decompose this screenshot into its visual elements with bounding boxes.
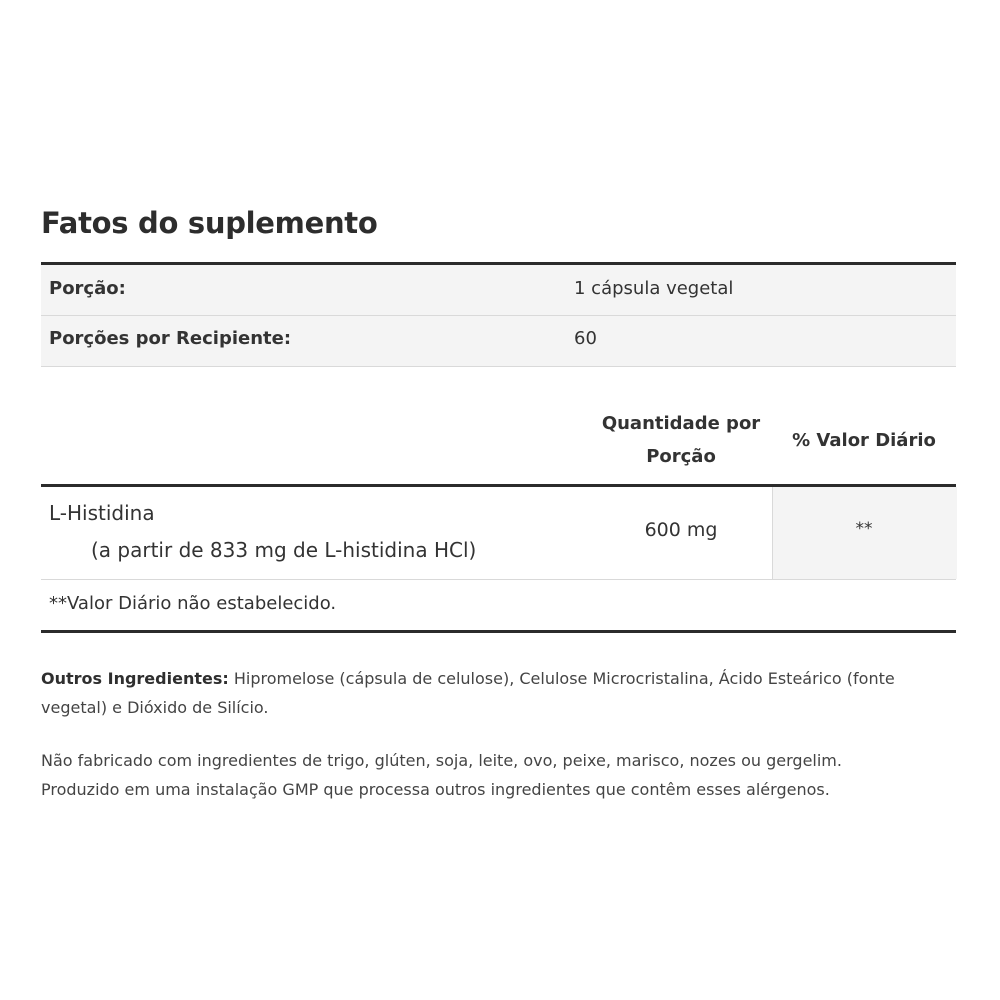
bottom-divider [41,630,956,633]
allergen-notice-line2: Produzido em uma instalação GMP que processa outros ingredientes que contêm esses alérgenos. [41,780,830,799]
daily-value-footnote: **Valor Diário não estabelecido. [49,593,337,614]
daily-value-header: % Valor Diário [792,430,936,451]
nutrient-daily-value: ** [855,519,873,539]
allergen-notice-line1: Não fabricado com ingredientes de trigo, glúten, soja, leite, ovo, peixe, marisco, nozes ou gergelim. [41,751,842,770]
serving-size-label: Porção: [49,278,126,299]
other-ingredients-text: Hipromelose (cápsula de celulose), Celulose Microcristalina, Ácido Esteárico (fonte vegetal) e Dióxido de Silício. [41,669,895,717]
serving-info-box [41,265,956,367]
nutrient-source: (a partir de 833 mg de L-histidina HCl) [91,538,477,562]
servings-per-container-row [41,315,956,365]
servings-per-container-value: 60 [574,328,597,349]
servings-per-container-label: Porções por Recipiente: [49,328,292,349]
amount-per-serving-header [590,407,772,473]
allergen-notice [41,746,956,804]
amount-header-line1: Quantidade por [601,413,761,434]
other-ingredients [41,664,956,722]
other-ingredients-label: Outros Ingredientes: [41,669,229,688]
amount-header-line2: Porção [646,446,716,467]
serving-size-row [41,265,956,316]
page-title: Fatos do suplemento [41,206,378,240]
serving-size-value: 1 cápsula vegetal [574,278,734,299]
nutrient-name: L-Histidina [49,501,155,525]
table-row [41,487,956,580]
nutrient-amount: 600 mg [644,519,718,541]
